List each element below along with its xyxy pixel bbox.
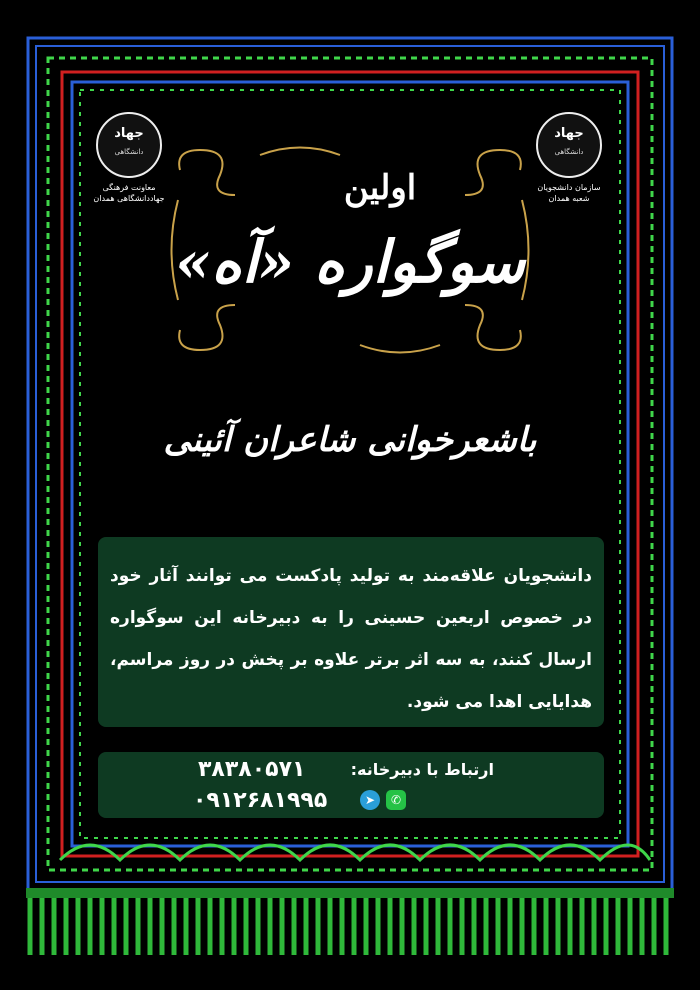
info-text: دانشجویان علاقه‌مند به تولید پادکست می توانند آثار خود در خصوص اربعین حسینی را به دبیرخانه این سوگواره ارسال کنند، به سه اثر برتر علاوه بر پخش در روز مراسم، هدایایی اهدا می شود. bbox=[110, 566, 592, 712]
jahad-seal-icon bbox=[536, 112, 602, 178]
title-main: سوگواره «آه» bbox=[175, 228, 525, 296]
seal-subtext: دانشگاهی bbox=[114, 148, 144, 156]
seal-text: جهاد bbox=[554, 126, 584, 141]
logo-caption bbox=[88, 182, 170, 204]
seal-text: جهاد bbox=[114, 126, 144, 141]
event-title bbox=[170, 140, 530, 370]
contact-label: ارتباط با دبیرخانه: bbox=[350, 760, 494, 779]
seal-subtext: دانشگاهی bbox=[554, 148, 584, 156]
logo-caption-line1: سازمان دانشجویان bbox=[537, 183, 601, 192]
jahad-seal-icon bbox=[96, 112, 162, 178]
phone-landline: ۳۸۳۸۰۵۷۱ bbox=[198, 757, 306, 782]
logo-caption bbox=[528, 182, 610, 204]
logo-caption-line2: جهاددانشگاهی همدان bbox=[93, 194, 165, 203]
logo-caption-line1: معاونت فرهنگی bbox=[102, 183, 156, 192]
telegram-icon: ➤ bbox=[360, 790, 380, 810]
event-subtitle: باشعرخوانی شاعران آئینی bbox=[163, 420, 537, 460]
logo-jahad-cultural bbox=[88, 112, 170, 204]
carpet-fringe bbox=[30, 895, 666, 955]
info-panel bbox=[98, 537, 604, 727]
logo-caption-line2: شعبه همدان bbox=[548, 194, 590, 203]
whatsapp-icon: ✆ bbox=[386, 790, 406, 810]
phone-mobile: ۰۹۱۲۶۸۱۹۹۵ bbox=[193, 788, 328, 813]
logo-jahad-students bbox=[528, 112, 610, 204]
title-first: اولین bbox=[343, 168, 417, 208]
contact-panel bbox=[98, 752, 604, 818]
fringe-band bbox=[26, 888, 674, 898]
